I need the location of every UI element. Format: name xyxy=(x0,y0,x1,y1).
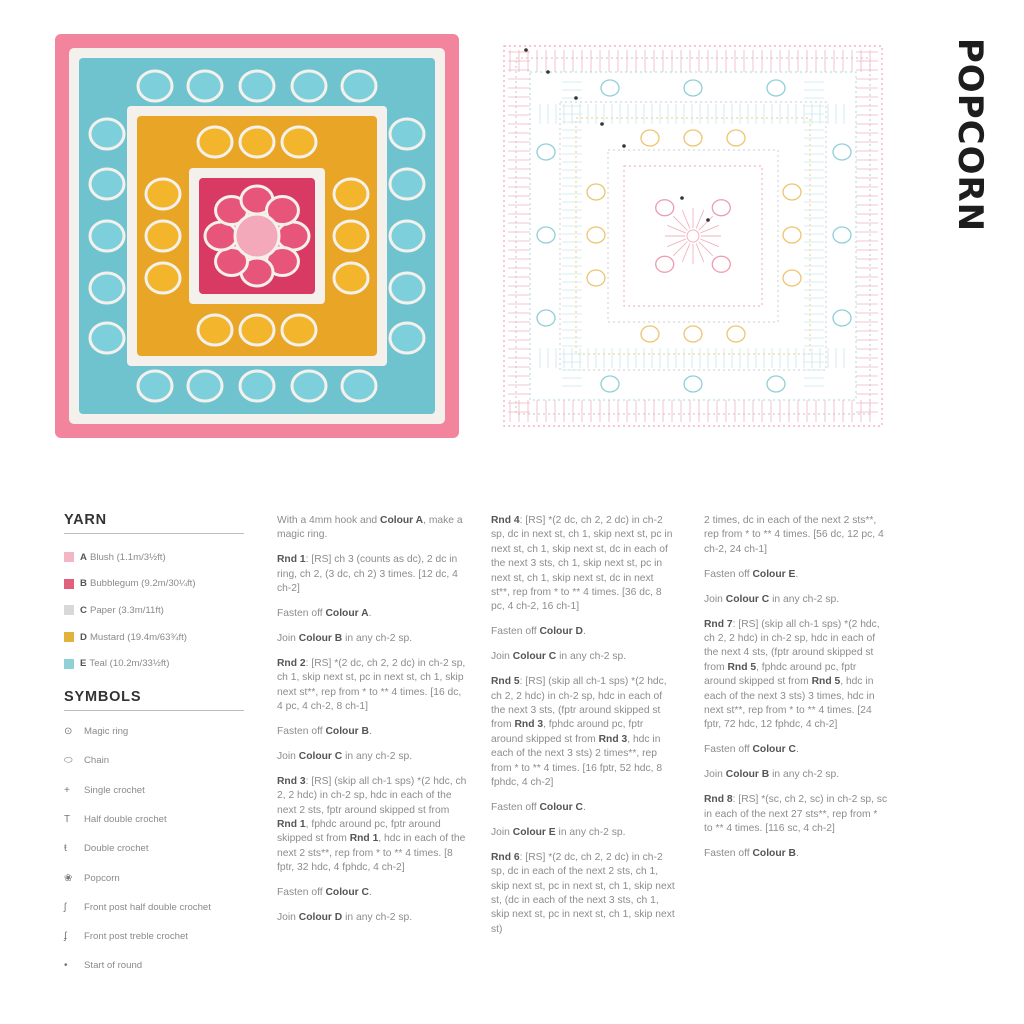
chart-popcorn-symbol xyxy=(712,200,730,216)
pattern-paragraph xyxy=(491,826,675,840)
photo-pink-popcorn xyxy=(277,222,309,250)
yarn-letter: B xyxy=(80,578,87,590)
photo-teal-popcorn xyxy=(90,323,124,353)
photo-teal-popcorn xyxy=(390,221,424,251)
symbol-label: Single crochet xyxy=(84,784,145,796)
pattern-emphasis: Rnd 6 xyxy=(491,851,520,863)
photo-teal-popcorn xyxy=(188,71,222,101)
pattern-paragraph xyxy=(491,514,675,615)
photo-blush-center xyxy=(235,214,279,258)
chart-popcorn-symbol xyxy=(587,270,605,286)
chart-popcorn-symbol xyxy=(833,227,851,243)
front-post-treble-crochet-icon: ʄ xyxy=(64,931,67,943)
pattern-text: With a 4mm hook and xyxy=(277,515,381,526)
pattern-emphasis: Rnd 5 xyxy=(811,676,841,688)
photo-teal-popcorn xyxy=(240,71,274,101)
symbol-label: Front post half double crochet xyxy=(84,901,211,913)
yarn-swatch xyxy=(64,552,74,562)
double-crochet-icon: ŧ xyxy=(64,843,67,855)
pattern-paragraph xyxy=(491,625,675,639)
half-double-crochet-icon: T xyxy=(64,814,71,825)
pattern-emphasis: Colour C xyxy=(752,744,796,756)
pattern-text: . xyxy=(368,887,372,899)
chart-popcorn-symbol xyxy=(601,80,619,96)
chart-round-outline xyxy=(576,118,810,354)
pattern-text: Join xyxy=(277,912,299,924)
symbol-label: Half double crochet xyxy=(84,814,167,825)
yarn-item xyxy=(64,624,249,651)
pattern-column-2 xyxy=(491,514,675,948)
pattern-text: in any ch-2 sp. xyxy=(769,593,840,605)
chart-start-of-round-dot xyxy=(524,48,528,52)
photo-teal-popcorn xyxy=(138,71,172,101)
chart-popcorn-symbol xyxy=(537,144,555,160)
pattern-text: Fasten off xyxy=(491,801,540,813)
pattern-paragraph xyxy=(704,847,888,861)
single-crochet-icon: + xyxy=(64,784,70,796)
chart-start-of-round-dot xyxy=(546,70,550,74)
pattern-text: Fasten off xyxy=(277,887,326,899)
pattern-text: : [RS] *(2 dc, ch 2, 2 dc) in ch-2 sp, dc in each of the next 2 sts, ch 1, skip next st, pc in next st, ch 1, skip next st, (dc in each of the next 3 sts, ch 1, skip next st, pc in next st, ch 1, skip next st) xyxy=(491,851,675,935)
symbols-heading: SYMBOLS xyxy=(64,689,244,711)
pattern-text: Fasten off xyxy=(277,608,326,620)
pattern-text: Join xyxy=(491,651,513,663)
photo-pink-popcorn xyxy=(205,222,237,250)
pattern-paragraph xyxy=(704,568,888,582)
symbol-label: Start of round xyxy=(84,960,143,972)
symbol-item xyxy=(64,805,249,834)
pattern-text: Join xyxy=(704,593,726,605)
pattern-text: Fasten off xyxy=(704,744,753,756)
symbol-item xyxy=(64,746,249,775)
chart-popcorn-symbol xyxy=(684,80,702,96)
symbol-item xyxy=(64,834,249,863)
chart-popcorn-symbol xyxy=(641,130,659,146)
symbol-label: Chain xyxy=(84,755,110,767)
pattern-emphasis: Rnd 2 xyxy=(277,657,306,669)
pattern-emphasis: Colour C xyxy=(325,887,369,899)
pattern-emphasis: Colour D xyxy=(298,912,343,924)
photo-mustard-popcorn xyxy=(240,127,274,157)
pattern-text: : [RS] (skip all ch-1 sps) *(2 hdc, ch 2, 2 hdc) in ch-2 sp, hdc in each of the next 2 sts, fptr around skipped st from xyxy=(277,775,467,816)
pattern-text: , fphdc around pc, fptr around skipped st from xyxy=(491,719,644,745)
chart-popcorn-symbol xyxy=(684,130,702,146)
pattern-text: 2 times, dc in each of the next 2 sts**, rep from * to ** 4 times. [56 dc, 12 pc, 4 ch-2, 24 ch-1] xyxy=(704,515,884,555)
symbol-item xyxy=(64,922,249,951)
pattern-emphasis: Rnd 5 xyxy=(727,661,757,673)
photo-mustard-popcorn xyxy=(146,221,180,251)
photo-teal-popcorn xyxy=(90,169,124,199)
photo-teal-popcorn xyxy=(390,169,424,199)
chart-popcorn-symbol xyxy=(727,130,745,146)
chart-round-outline xyxy=(516,58,870,414)
pattern-text: in any ch-2 sp. xyxy=(769,769,840,781)
pattern-emphasis: Rnd 1 xyxy=(277,554,306,566)
chart-popcorn-symbol xyxy=(783,270,801,286)
pattern-text: : [RS] (skip all ch-1 sps) *(2 hdc, ch 2, 2 hdc) in ch-2 sp, hdc in each of the next 3 sts, (fptr around skipped st from xyxy=(491,676,667,731)
symbol-item xyxy=(64,893,249,922)
pattern-text: : [RS] (skip all ch-1 sps) *(2 hdc, ch 2, 2 hdc) in ch-2 sp, hdc in each of the next 4 sts, (fptr around skipped st from xyxy=(704,618,880,673)
pattern-emphasis: Rnd 3 xyxy=(598,733,628,745)
pattern-emphasis: Colour A xyxy=(325,608,369,620)
pattern-paragraph xyxy=(277,607,467,621)
pattern-paragraph xyxy=(704,793,888,836)
yarn-label: Paper (3.3m/11ft) xyxy=(89,604,164,616)
pattern-text: in any ch-2 sp. xyxy=(342,750,413,762)
pattern-text: in any ch-2 sp. xyxy=(556,651,627,663)
yarn-label: Bubblegum (9.2m/30¼ft) xyxy=(89,578,196,590)
pattern-paragraph xyxy=(491,851,675,937)
front-post-half-double-crochet-icon: ʃ xyxy=(64,901,67,913)
pattern-text: : [RS] *(2 dc, ch 2, 2 dc) in ch-2 sp, ch 1, skip next st, pc in next st, ch 1, skip next st**, rep from * to ** 4 times. [16 dc, 4 pc, 4 ch-2, 8 ch-1] xyxy=(277,657,466,713)
chart-popcorn-symbol xyxy=(587,184,605,200)
chart-popcorn-symbol xyxy=(684,376,702,392)
symbol-label: Popcorn xyxy=(84,872,120,884)
pattern-text: in any ch-2 sp. xyxy=(342,912,413,924)
symbol-item xyxy=(64,863,249,892)
pattern-text: Join xyxy=(277,632,299,644)
pattern-text: : [RS] ch 3 (counts as dc), 2 dc in ring, ch 2, (3 dc, ch 2) 3 times. [12 dc, 4 ch-2] xyxy=(277,554,458,595)
pattern-text: . xyxy=(368,725,372,737)
photo-mustard-popcorn xyxy=(334,263,368,293)
photo-teal-popcorn xyxy=(90,273,124,303)
yarn-letter: D xyxy=(80,631,87,643)
page-title-text: POPCORN xyxy=(950,37,990,233)
pattern-text: , make a magic ring. xyxy=(277,515,463,541)
photo-teal-popcorn xyxy=(390,119,424,149)
pattern-text: , hdc in each of the next 3 sts) 2 times**, rep from * to ** 4 times. [16 fptr, 52 hdc, 8 fphdc, 4 ch-2] xyxy=(491,733,663,788)
magic-ring-icon: ⊙ xyxy=(64,726,73,738)
pattern-paragraph xyxy=(704,618,888,733)
pattern-paragraph xyxy=(277,775,467,876)
pattern-text: Fasten off xyxy=(704,568,753,580)
pattern-emphasis: Rnd 7 xyxy=(704,618,733,630)
pattern-text: : [RS] *(sc, ch 2, sc) in ch-2 sp, sc in each of the next 27 sts**, rep from * to ** 4 times. [116 sc, 4 ch-2] xyxy=(704,794,888,834)
pattern-emphasis: Colour B xyxy=(752,847,796,859)
pattern-emphasis: Rnd 3 xyxy=(277,775,306,787)
chart-round-outline xyxy=(504,46,882,426)
chart-start-of-round-dot xyxy=(600,122,604,126)
legend-column xyxy=(64,512,249,981)
pattern-paragraph xyxy=(277,657,467,715)
yarn-item xyxy=(64,597,249,624)
chart-popcorn-symbol xyxy=(783,184,801,200)
chart-popcorn-symbol xyxy=(767,376,785,392)
chart-popcorn-symbol xyxy=(656,200,674,216)
pattern-emphasis: Rnd 3 xyxy=(514,719,544,731)
symbol-label: Magic ring xyxy=(84,726,129,738)
pattern-emphasis: Rnd 8 xyxy=(704,794,733,806)
chart-start-of-round-dot xyxy=(680,196,684,200)
pattern-column-1 xyxy=(277,514,467,936)
pattern-text: Join xyxy=(277,750,299,762)
pattern-emphasis: Colour C xyxy=(725,593,770,605)
pattern-column-3 xyxy=(704,514,888,872)
yarn-heading: YARN xyxy=(64,512,244,534)
pattern-text: . xyxy=(795,568,799,580)
photo-teal-popcorn xyxy=(292,71,326,101)
pattern-text: , fphdc around pc, fptr around skipped st from xyxy=(277,819,441,845)
photo-mustard-popcorn xyxy=(198,315,232,345)
yarn-swatch xyxy=(64,605,74,615)
chart-round-outline xyxy=(608,150,778,322)
pattern-text: in any ch-2 sp. xyxy=(555,826,626,838)
pattern-paragraph xyxy=(277,725,467,739)
pattern-emphasis: Colour B xyxy=(298,632,343,644)
chart-popcorn-symbol xyxy=(537,227,555,243)
pattern-emphasis: Colour C xyxy=(512,651,557,663)
chart-magic-ring xyxy=(687,230,699,242)
pattern-emphasis: Rnd 1 xyxy=(277,819,306,830)
yarn-label: Teal (10.2m/33½ft) xyxy=(89,658,170,670)
pattern-emphasis: Colour E xyxy=(512,826,556,838)
pattern-text: . xyxy=(582,801,586,813)
pattern-paragraph xyxy=(704,768,888,782)
symbol-item xyxy=(64,776,249,805)
photo-teal-popcorn xyxy=(342,71,376,101)
pattern-paragraph xyxy=(491,801,675,815)
yarn-letter: E xyxy=(80,658,87,670)
photo-mustard-popcorn xyxy=(334,179,368,209)
pattern-emphasis: Colour D xyxy=(539,626,583,638)
photo-teal-popcorn xyxy=(390,273,424,303)
chart-popcorn-symbol xyxy=(727,326,745,342)
chain-icon: ⬭ xyxy=(64,755,73,767)
chart-popcorn-symbol xyxy=(783,227,801,243)
pattern-emphasis: Colour C xyxy=(298,750,343,762)
chart-popcorn-symbol xyxy=(656,256,674,272)
chart-popcorn-symbol xyxy=(684,326,702,342)
photo-teal-popcorn xyxy=(240,371,274,401)
yarn-letter: A xyxy=(80,551,87,563)
photo-teal-popcorn xyxy=(90,221,124,251)
photo-teal-popcorn xyxy=(138,371,172,401)
photo-mustard-popcorn xyxy=(334,221,368,251)
chart-start-of-round-dot xyxy=(706,218,710,222)
pattern-emphasis: Rnd 1 xyxy=(349,833,379,845)
photo-teal-popcorn xyxy=(390,323,424,353)
yarn-item xyxy=(64,571,249,598)
symbol-label: Front post treble crochet xyxy=(84,931,188,943)
pattern-text: in any ch-2 sp. xyxy=(342,632,413,644)
pattern-paragraph xyxy=(277,632,467,646)
photo-mustard-popcorn xyxy=(198,127,232,157)
pattern-emphasis: Rnd 4 xyxy=(491,515,520,526)
start-of-round-icon: • xyxy=(64,960,68,972)
pattern-text: . xyxy=(795,847,799,859)
pattern-text: , hdc in each of the next 3 sts) 3 times, hdc in next st**, rep from * to ** 4 times. [24 fptr, 72 hdc, 12 fphdc, 4 ch-2] xyxy=(704,676,875,731)
chart-round-outline xyxy=(530,72,856,400)
yarn-swatch xyxy=(64,579,74,589)
pattern-text: Join xyxy=(704,769,726,781)
yarn-list xyxy=(64,544,249,677)
pattern-text: Fasten off xyxy=(704,847,753,859)
pattern-paragraph xyxy=(704,743,888,757)
chart-popcorn-symbol xyxy=(767,80,785,96)
chart-popcorn-symbol xyxy=(712,256,730,272)
chart-popcorn-symbol xyxy=(833,310,851,326)
pattern-text: , fphdc around pc, fptr around skipped st from xyxy=(704,661,857,688)
photo-mustard-popcorn xyxy=(146,263,180,293)
pattern-emphasis: Colour B xyxy=(725,769,770,781)
photo-teal-popcorn xyxy=(188,371,222,401)
pattern-paragraph xyxy=(277,886,467,900)
pattern-paragraph xyxy=(277,911,467,925)
photo-mustard-popcorn xyxy=(282,315,316,345)
photo-mustard-popcorn xyxy=(146,179,180,209)
pattern-paragraph xyxy=(491,675,675,790)
pattern-text: Fasten off xyxy=(491,626,540,638)
photo-teal-popcorn xyxy=(342,371,376,401)
chart-popcorn-symbol xyxy=(587,227,605,243)
yarn-swatch xyxy=(64,632,74,642)
chart-popcorn-symbol xyxy=(641,326,659,342)
yarn-label: Mustard (19.4m/63¾ft) xyxy=(89,631,187,643)
chart-round-outline xyxy=(560,102,826,370)
pattern-emphasis: Colour C xyxy=(539,801,583,813)
pattern-text: : [RS] *(2 dc, ch 2, 2 dc) in ch-2 sp, dc in next st, ch 1, skip next st, pc in next st, ch 1, skip next st, dc in each of the next 3 sts, ch 1, skip next st, pc in next st, ch 1, skip next st, dc in next st**, rep from * to ** 4 times. [36 dc, 8 pc, 4 ch-2, 16 ch-1] xyxy=(491,515,673,613)
pattern-emphasis: Colour B xyxy=(325,725,369,737)
photo-mustard-popcorn xyxy=(282,127,316,157)
yarn-letter: C xyxy=(80,604,87,616)
pattern-emphasis: Colour A xyxy=(380,515,424,526)
yarn-swatch xyxy=(64,659,74,669)
pattern-text: . xyxy=(795,744,799,756)
chart-start-of-round-dot xyxy=(622,144,626,148)
crochet-stitch-chart xyxy=(500,42,886,430)
pattern-emphasis: Rnd 5 xyxy=(491,676,520,688)
chart-start-of-round-dot xyxy=(574,96,578,100)
chart-popcorn-symbol xyxy=(537,310,555,326)
chart-popcorn-symbol xyxy=(601,376,619,392)
pattern-paragraph xyxy=(277,514,467,543)
chart-popcorn-symbol xyxy=(833,144,851,160)
photo-teal-popcorn xyxy=(90,119,124,149)
symbol-item xyxy=(64,951,249,980)
pattern-text: Fasten off xyxy=(277,725,326,737)
pattern-text: , hdc in each of the next 2 sts**, rep from * to ** 4 times. [8 fptr, 32 hdc, 4 fphdc, 4 ch-2] xyxy=(277,833,466,874)
yarn-item xyxy=(64,650,249,677)
pattern-paragraph xyxy=(277,750,467,764)
photo-teal-popcorn xyxy=(292,371,326,401)
pattern-paragraph xyxy=(704,514,888,557)
pattern-paragraph xyxy=(704,593,888,607)
photo-mustard-popcorn xyxy=(240,315,274,345)
pattern-paragraph xyxy=(277,553,467,596)
symbols-list xyxy=(64,717,249,981)
pattern-emphasis: Colour E xyxy=(752,568,796,580)
pattern-text: Join xyxy=(491,826,513,838)
chart-round-outline xyxy=(624,166,762,306)
yarn-label: Blush (1.1m/3½ft) xyxy=(89,551,166,563)
popcorn-icon: ❀ xyxy=(64,872,73,884)
symbol-label: Double crochet xyxy=(84,843,149,855)
pattern-paragraph xyxy=(491,650,675,664)
pattern-text: . xyxy=(582,626,586,638)
pattern-text: . xyxy=(368,608,372,620)
page-title xyxy=(945,37,995,233)
crochet-square-photo xyxy=(55,34,459,438)
symbol-item xyxy=(64,717,249,746)
yarn-item xyxy=(64,544,249,571)
